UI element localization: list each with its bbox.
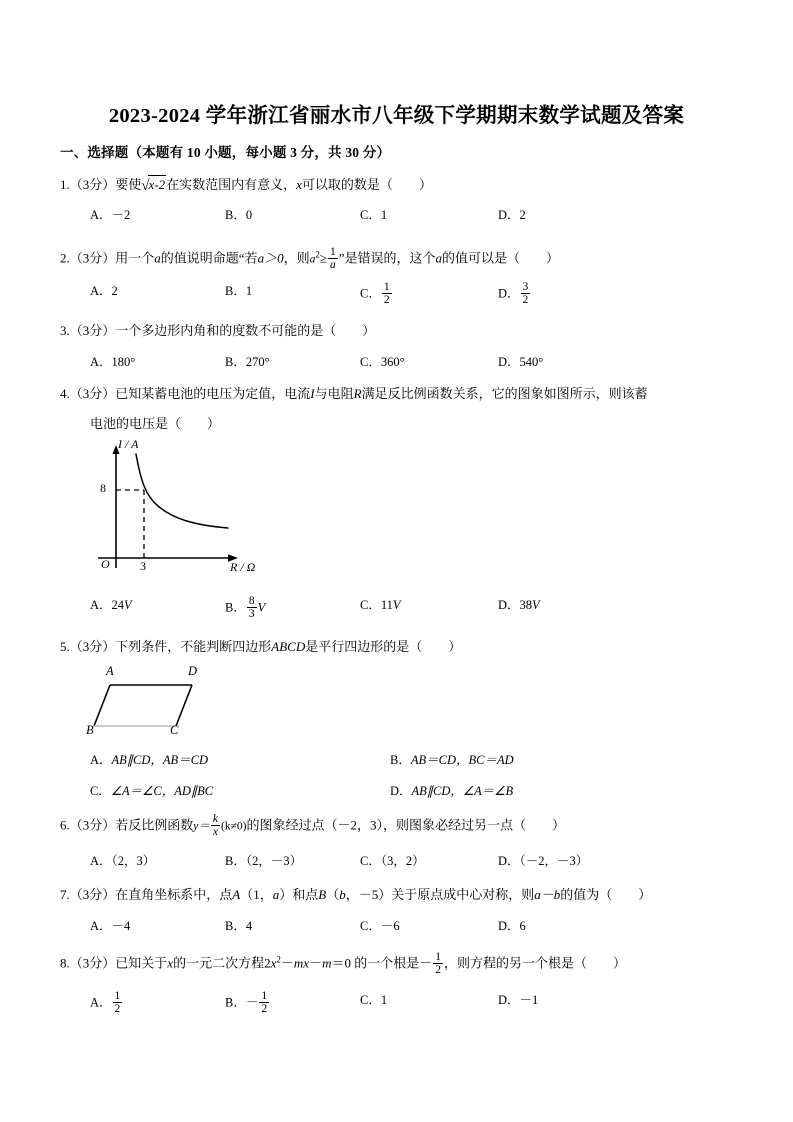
q2-stem-b: 的值说明命题“若 [160, 250, 258, 266]
q8-option-c[interactable]: C．1 [360, 993, 388, 1007]
q3-stem: 一个多边形内角和的度数不可能的是（ [115, 323, 337, 338]
q2-var: a [154, 250, 161, 266]
q1-radicand: x-2 [148, 177, 166, 192]
q6-expr-cond: (k≠0) [221, 820, 247, 833]
q8-option-b-fraction: $\frac{1}{2}$ [261, 990, 268, 1016]
q1-stem-tail: 可以取的数是（ [301, 177, 393, 192]
q5-score: （3分） [69, 639, 116, 654]
q6-option-a[interactable]: A．（2，3） [90, 854, 156, 868]
y-axis-label: I / A [118, 437, 139, 451]
question-2-options [60, 281, 740, 307]
q5-option-a[interactable]: A．AB∥CD，AB＝CD [90, 753, 209, 767]
q3-paren: ） [362, 323, 376, 338]
q5-number: 5. [60, 639, 70, 654]
radical-icon: √x-2 [141, 177, 166, 194]
q2-option-c[interactable]: C． $\frac{1}{2}$ [360, 281, 390, 307]
hyperbola-curve [136, 454, 228, 528]
q8-number: 8. [60, 955, 70, 971]
vertex-label-b: B [86, 723, 94, 737]
q6-stem-b: 的图象经过点（－2，3），则图象必经过另一点（ [246, 817, 526, 833]
q7-score: （3分） [69, 887, 116, 902]
question-8-stem: 8.（3分）已知关于x的一元二次方程$2x^2-mx-m=0$ 的一个根是－ $\frac{1}{2}$ ，则方程的另一个根是（ ） [60, 951, 627, 977]
question-3-options [60, 352, 740, 372]
q4-line1-b: 与电阻 [314, 386, 354, 401]
q5-option-d[interactable]: D．AB∥CD，∠A＝∠B [390, 784, 514, 798]
q8-root-fraction: $\frac{1}{2}$ [435, 951, 441, 977]
q3-option-a[interactable]: A．180° [90, 355, 136, 369]
question-6-stem [60, 813, 565, 838]
q4-option-c[interactable]: C．11V [360, 598, 401, 612]
q8-option-d[interactable]: D．－1 [498, 993, 539, 1007]
question-8-options [60, 990, 740, 1016]
q4-option-b-fraction: $\frac{8}{3}$ [248, 595, 255, 621]
q5-quad: ABCD [271, 639, 306, 654]
question-2-stem [60, 246, 559, 271]
q3-number: 3. [60, 323, 70, 338]
q7-point-a: A [232, 887, 241, 902]
q4-line1-a: 已知某蓄电池的电压为定值，电流 [115, 386, 311, 401]
q1-score: （3分） [69, 177, 116, 192]
q7-option-a[interactable]: A．－4 [90, 919, 131, 933]
q5-paren: ） [448, 639, 462, 654]
question-5-stem [60, 638, 461, 655]
q1-number: 1. [60, 177, 70, 192]
q8-var-x: x [167, 955, 174, 971]
q6-option-c[interactable]: C．（3，2） [360, 854, 425, 868]
edge-dc [176, 685, 192, 726]
q2-option-c-fraction: $\frac{1}{2}$ [383, 281, 390, 307]
q7-option-c[interactable]: C．－6 [360, 919, 400, 933]
q6-stem-a: 若反比例函数 [115, 817, 194, 833]
q5-stem-b: 是平行四边形的是（ [305, 639, 423, 654]
q7-option-b[interactable]: B．4 [225, 919, 253, 933]
question-3-stem [60, 322, 375, 339]
question-1-stem [60, 175, 432, 195]
q5-option-c[interactable]: C．∠A＝∠C，AD∥BC [90, 784, 214, 798]
x-axis-label: R / Ω [230, 560, 256, 574]
question-7-options [60, 916, 740, 936]
q2-stem-c: ，则 [283, 250, 310, 266]
q8-stem-b: 的一元二次方程 [173, 955, 265, 971]
q7-option-d[interactable]: D．6 [498, 919, 526, 933]
origin-label: O [101, 557, 110, 571]
q2-stem-a: 用一个 [115, 250, 155, 266]
q2-option-d[interactable]: D． $\frac{3}{2}$ [498, 281, 529, 307]
q1-option-d[interactable]: D．2 [498, 208, 526, 222]
q8-stem-a: 已知关于 [115, 955, 168, 971]
q5-option-b[interactable]: B．AB＝CD，BC＝AD [390, 753, 514, 767]
q2-option-b[interactable]: B．1 [225, 284, 253, 298]
q4-line1-c: 满足反比例函数关系，它的图象如图所示，则该蓄 [361, 386, 648, 401]
q2-var2: a [435, 250, 443, 266]
y-tick-label: 8 [100, 481, 106, 495]
q2-option-a[interactable]: A．2 [90, 284, 118, 298]
q6-number: 6. [60, 817, 70, 833]
question-6-options [60, 851, 740, 871]
q2-stem-e: 的值可以是（ [442, 250, 521, 266]
question-1-options [60, 205, 740, 225]
q2-option-d-fraction: $\frac{3}{2}$ [522, 281, 529, 307]
q8-option-b[interactable]: B．－ $\frac{1}{2}$ [225, 990, 268, 1016]
q4-option-a[interactable]: A．24V [90, 598, 132, 612]
q3-option-d[interactable]: D．540° [498, 355, 544, 369]
q4-var-r: R [353, 386, 362, 401]
q6-score: （3分） [69, 817, 116, 833]
parallelogram-figure [80, 658, 220, 743]
question-7-stem: 7.（3分）在直角坐标系中，点A（1，a）和点B（b，－5）关于原点成中心对称，则a－b的值为（ ） [60, 887, 652, 902]
q8-option-a[interactable]: A． $\frac{1}{2}$ [90, 990, 121, 1016]
question-4-stem-line2: 电池的电压是（ ） [90, 416, 221, 431]
q6-expr-y: y＝ [193, 820, 210, 833]
q7-point-b: B [318, 887, 327, 902]
section-heading: 一、选择题（本题有 10 小题，每小题 3 分，共 30 分） [60, 145, 391, 160]
vertex-label-a: A [106, 664, 114, 678]
q1-option-b[interactable]: B．0 [225, 208, 253, 222]
page-title: 2023-2024 学年浙江省丽水市八年级下学期期末数学试题及答案 [108, 105, 685, 127]
q1-stem-pre: 要使 [115, 177, 142, 192]
q5-stem-a: 下列条件，不能判断四边形 [115, 639, 272, 654]
q4-option-d[interactable]: D．38V [498, 598, 540, 612]
q2-fraction: $\frac{1}{a}$ [329, 246, 336, 272]
parallelogram-svg [80, 658, 220, 743]
q8-option-a-fraction: $\frac{1}{2}$ [114, 990, 121, 1016]
q7-number: 7. [60, 887, 70, 902]
question-4-stem [60, 385, 648, 402]
q1-var: x [296, 177, 302, 192]
q2-expr-rel: ≥ [319, 250, 327, 266]
q7-expr: a－b [534, 887, 561, 902]
q2-condition: a＞0 [257, 250, 284, 266]
q7-stem-a: 在直角坐标系中，点 [115, 887, 233, 902]
q6-option-b[interactable]: B．（2，－3） [225, 854, 303, 868]
q2-expr-base: a [309, 253, 316, 266]
q6-fraction: $\frac{k}{x}$ [212, 813, 218, 839]
q4-option-b[interactable]: B． $\frac{8}{3}$ V [225, 595, 266, 621]
hyperbola-graph-svg [88, 440, 268, 580]
x-tick-label: 3 [140, 559, 146, 573]
hyperbola-graph-figure [88, 437, 268, 580]
q2-number: 2. [60, 250, 70, 266]
q1-option-a[interactable]: A．－2 [90, 208, 131, 222]
q4-var-i: I [310, 386, 315, 401]
q6-option-d[interactable]: D．（－2，－3） [498, 854, 589, 868]
q2-score: （3分） [69, 250, 116, 266]
q2-stem-d: ”是错误的，这个 [338, 250, 436, 266]
q6-paren: ） [552, 817, 566, 833]
question-4-options [60, 595, 740, 621]
q1-paren: ） [418, 177, 432, 192]
edge-ab [94, 685, 110, 726]
q3-option-b[interactable]: B．270° [225, 355, 270, 369]
q4-number: 4. [60, 386, 70, 401]
q2-paren: ） [546, 250, 560, 266]
q2-expr-sup: 2 [315, 249, 320, 260]
q3-option-c[interactable]: C．360° [360, 355, 405, 369]
question-5-options-row1 [60, 750, 740, 770]
q3-score: （3分） [69, 323, 116, 338]
question-5-options-row2 [60, 781, 740, 801]
q1-stem-post: 在实数范围内有意义， [166, 177, 297, 192]
q8-score: （3分） [69, 955, 116, 971]
q1-option-c[interactable]: C．1 [360, 208, 388, 222]
q4-score: （3分） [69, 386, 116, 401]
vertex-label-d: D [188, 664, 198, 678]
vertex-label-c: C [170, 723, 179, 737]
